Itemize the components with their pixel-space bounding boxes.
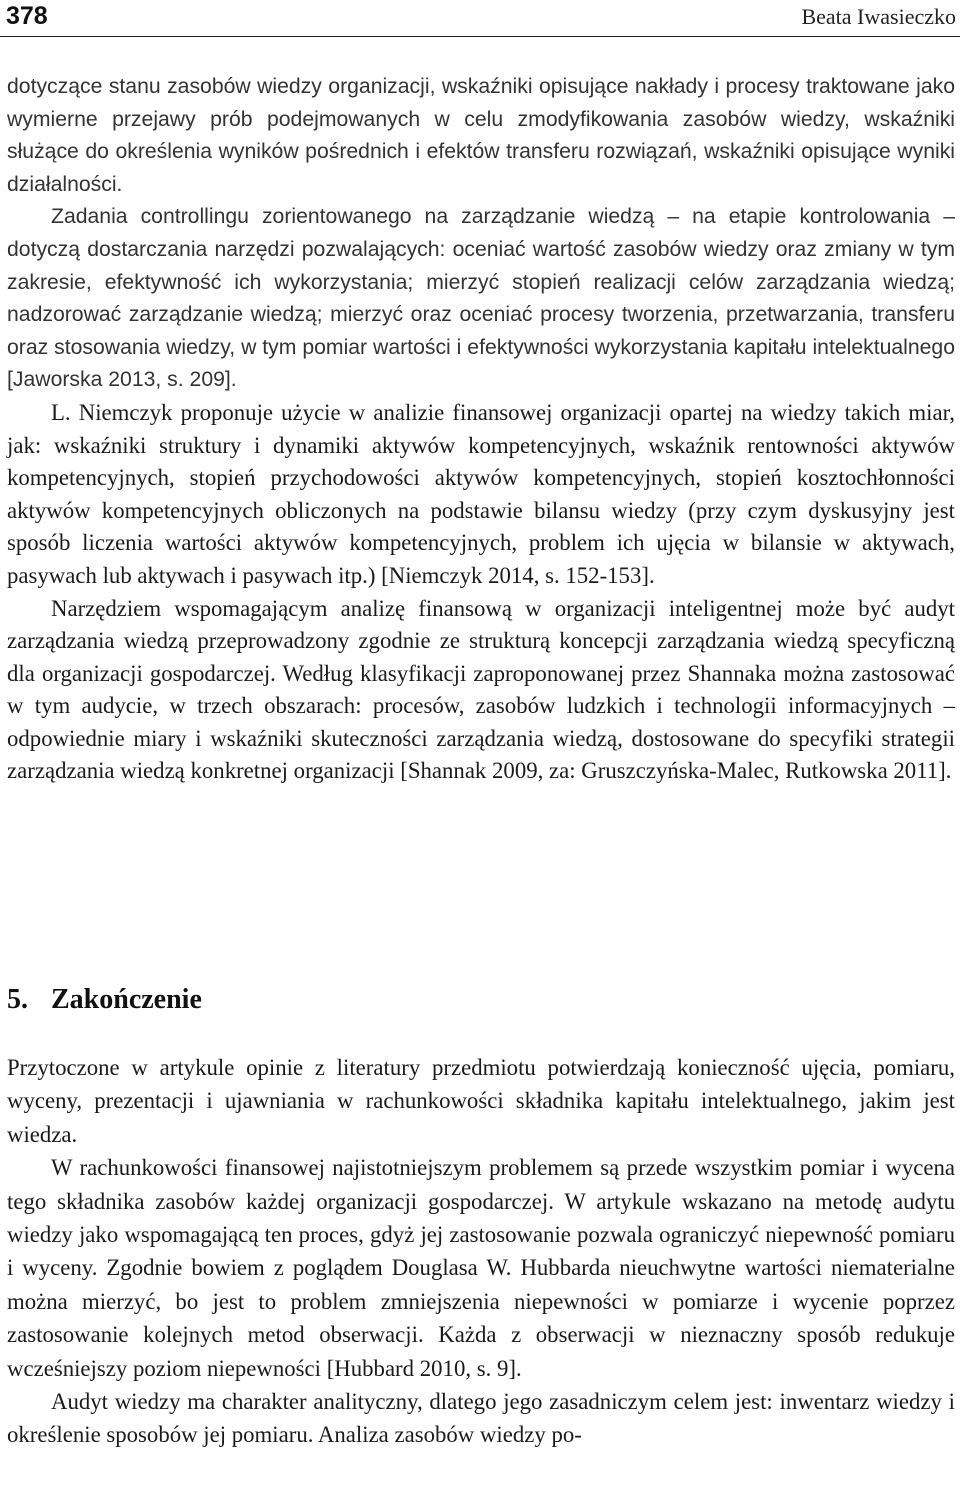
body-text-conclusion bbox=[7, 1051, 955, 1452]
section-heading bbox=[7, 980, 955, 1020]
paragraph-continuation: dotyczące stanu zasobów wiedzy organizacji, wskaźniki opisujące nakłady i procesy traktowane jako wymierne przejawy prób podejmowanych w celu zmodyfikowania zasobów wiedzy, wskaźniki służące do określenia wyników pośrednich i efektów transferu rozwiązań, wskaźniki opisujące wyniki działalności. bbox=[7, 75, 955, 196]
paragraph-conclusion-3: Audyt wiedzy ma charakter analityczny, dlatego jego zasadniczym celem jest: inwentarz wiedzy i określenie sposobów jej pomiaru. Analiza zasobów wiedzy po- bbox=[7, 1389, 955, 1448]
running-head-author: Beata Iwasieczko bbox=[801, 4, 956, 29]
paragraph-knowledge-audit: Narzędziem wspomagającym analizę finansową w organizacji inteligentnej może być audyt zarządzania wiedzą przeprowadzony zgodnie ze strukturą koncepcji zarządzania wiedzą specyficzną dla organizacji gospodarczej. Według klasyfikacji zaproponowanej przez Shannaka można zastosować w tym audycie, w trzech obszarach: procesów, zasobów ludzkich i technologii informacyjnych – odpowiednie miary i wskaźniki skuteczności zarządzania wiedzą, dostosowane do specyfiki strategii zarządzania wiedzą konkretnej organizacji [Shannak 2009, za: Gruszczyńska-Malec, Rutkowska 2011]. bbox=[7, 595, 955, 784]
page-number: 378 bbox=[6, 2, 48, 30]
section-title: Zakończenie bbox=[51, 984, 202, 1015]
paragraph-conclusion-1: Przytoczone w artykule opinie z literatury przedmiotu potwierdzają konieczność ujęcia, pomiaru, wyceny, prezentacji i ujawniania w rachunkowości składnika kapitału intelektualnego, jakim jest wiedza. bbox=[7, 1055, 955, 1147]
page-header bbox=[0, 0, 960, 37]
body-text-top bbox=[7, 71, 955, 788]
section-number: 5. bbox=[7, 984, 28, 1015]
paragraph-niemczyk: L. Niemczyk proponuje użycie w analizie finansowej organizacji opartej na wiedzy takich miar, jak: wskaźniki struktury i dynamiki aktywów kompetencyjnych, wskaźnik rentowności aktywów kompetencyjnych, stopień przychodowości aktywów kompetencyjnych, stopień kosztochłonności aktywów kompetencyjnych obliczonych na podstawie bilansu wiedzy (przy czym dyskusyjny jest sposób liczenia wartości aktywów kompetencyjnych, problem ich ujęcia w bilansie w aktywach, pasywach lub aktywach i pasywach itp.) [Niemczyk 2014, s. 152-153]. bbox=[7, 399, 955, 588]
paragraph-conclusion-2: W rachunkowości finansowej najistotniejszym problemem są przede wszystkim pomiar i wycena tego składnika zasobów każdej organizacji gospodarczej. W artykule wskazano na metodę audytu wiedzy jako wspomagającą ten proces, gdyż jej zastosowanie pozwala ograniczyć niepewność pomiaru i wyceny. Zgodnie bowiem z poglądem Douglasa W. Hubbarda nieuchwytne wartości niematerialne można mierzyć, bo jest to problem zmniejszenia niepewności w pomiarze i wycenie poprzez zastosowanie kolejnych metod obserwacji. Każda z obserwacji w nieznaczny sposób redukuje wcześniejszy poziom niepewności [Hubbard 2010, s. 9]. bbox=[7, 1155, 955, 1381]
paragraph-controlling-tasks: Zadania controllingu zorientowanego na zarządzanie wiedzą – na etapie kontrolowania – dotyczą dostarczania narzędzi pozwalających: oceniać wartość zasobów wiedzy oraz zmiany w tym zakresie, efektywność ich wykorzystania; mierzyć stopień realizacji celów zarządzania wiedzą; nadzorować zarządzanie wiedzą; mierzyć oraz oceniać procesy tworzenia, przetwarzania, transferu oraz stosowania wiedzy, w tym pomiar wartości i efektywności wykorzystania kapitału intelektualnego [Jaworska 2013, s. 209]. bbox=[7, 205, 955, 392]
